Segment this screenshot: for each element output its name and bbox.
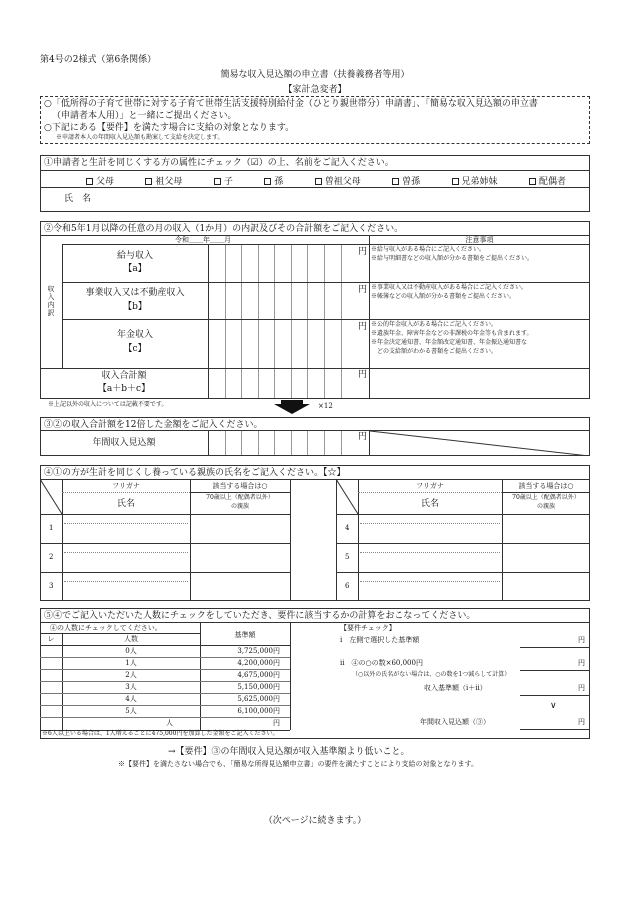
relative-name-field-5[interactable]: [359, 544, 501, 571]
annual-income-label: 年間収入見込額: [92, 438, 156, 448]
down-arrow-icon: [274, 404, 310, 414]
row-number: 1: [49, 524, 54, 532]
relation-options: [86, 174, 566, 187]
yen-unit: 円: [358, 247, 368, 257]
base-amount: 4,675,000円: [237, 671, 280, 679]
checkbox-icon[interactable]: [214, 178, 221, 185]
intro-line-1: ○「低所得の子育て世帯に対する子育て世帯生活支援特別給付金（ひとり親世帯分）申請書」、「簡易な収入見込額の申立書: [44, 99, 538, 109]
applicable-header: 該当する場合は○: [212, 482, 268, 490]
salary-income-field[interactable]: [209, 245, 357, 282]
option-himago[interactable]: 曽孫: [392, 174, 420, 187]
checkbox-icon[interactable]: [315, 178, 322, 185]
check-cell-2[interactable]: [41, 670, 61, 681]
people-count: 3人: [125, 683, 137, 691]
business-income-field[interactable]: [209, 283, 357, 319]
check-cell-5[interactable]: [41, 706, 61, 717]
furigana-header: フリガナ: [416, 482, 444, 490]
option-ko[interactable]: 子: [214, 174, 233, 187]
salary-note-2: ※給与明細書などの収入額が分かる書類をご提出ください。: [371, 255, 534, 262]
base-amount: 円: [273, 719, 280, 727]
pension-income-key: 【c】: [123, 344, 147, 354]
intro-line-2: （申請者本人用）」と一緒にご提出ください。: [52, 111, 237, 121]
yen-unit: 円: [358, 322, 368, 332]
pension-income-label: 年金収入: [116, 330, 153, 340]
checkbox-icon[interactable]: [529, 178, 536, 185]
check-title: 【要件チェック】: [340, 624, 396, 632]
checkbox-icon[interactable]: [86, 178, 93, 185]
yen-unit: 円: [358, 432, 368, 442]
option-mago[interactable]: 孫: [264, 174, 283, 187]
business-note-2: ※帳簿などの収入額が分かる書類をご提出ください。: [371, 293, 516, 300]
total-income-field[interactable]: [209, 369, 357, 398]
check-cell-4[interactable]: [41, 694, 61, 705]
row-number: 6: [345, 582, 350, 590]
base-amount: 6,100,000円: [237, 707, 280, 715]
base-total-label: 収入基準額（i＋ii）: [424, 684, 487, 692]
checkbox-icon[interactable]: [452, 178, 459, 185]
relative-name-field-2[interactable]: [63, 544, 189, 571]
pension-note-1: ※公的年金収入がある場合にご記入ください。: [371, 321, 498, 328]
check-cell-6[interactable]: [41, 718, 61, 729]
intro-note: ※申請者本人の年間収入見込額も勘案して支給を決定します。: [56, 134, 224, 141]
row-number: 4: [345, 524, 350, 532]
diagonal-strike: [336, 479, 358, 514]
base-column-header: 基準額: [234, 631, 256, 639]
total-income-key: 【a＋b＋c】: [97, 384, 151, 394]
name-field[interactable]: [120, 189, 588, 210]
annual-estimate-field[interactable]: [520, 716, 584, 728]
check-i-label: i 左側で選択した基準額: [340, 636, 420, 644]
applicable-header: 該当する場合は○: [518, 482, 574, 490]
salary-note-1: ※給与収入がある場合にご記入ください。: [371, 246, 486, 253]
option-sofubo[interactable]: 祖父母: [145, 174, 182, 187]
option-kyodai[interactable]: 兄弟姉妹: [452, 174, 498, 187]
base-amount: 3,725,000円: [237, 647, 280, 655]
section-4-heading: ④①の方が生計を同じくし養っている親族の氏名をご記入ください。【☆】: [44, 468, 346, 478]
base-amount: 5,150,000円: [237, 683, 280, 691]
pension-income-field[interactable]: [209, 320, 357, 368]
name-header: 氏名: [116, 499, 135, 509]
check-column-header: レ: [47, 635, 55, 643]
applicable-sub-1: 70歳以上（配偶者以外）: [206, 494, 274, 501]
section-2-heading: ②令和5年1月以降の任意の月の収入（1か月）の内訳及びその合計額をご記入ください。: [44, 224, 404, 234]
page-subtitle: 【家計急変者】: [283, 85, 347, 95]
intro-line-3: ○下記にある【要件】を満たす場合に支給の対象となります。: [44, 123, 295, 133]
people-count: 0人: [125, 647, 137, 655]
notes-header: 注意事項: [465, 236, 494, 244]
salary-income-label: 給与収入: [116, 251, 153, 261]
requirement: →【要件】③の年間収入見込額が収入基準額より低いこと。: [168, 747, 410, 757]
yen-unit: 円: [578, 636, 585, 644]
check-ii-field[interactable]: [520, 657, 584, 669]
option-haigusha[interactable]: 配偶者: [529, 174, 566, 187]
people-count: 4人: [125, 695, 137, 703]
income-breakdown-label: 収入内訳: [47, 285, 55, 318]
people-count: 5人: [125, 707, 137, 715]
annual-income-field[interactable]: [209, 431, 357, 455]
people-count: 1人: [125, 659, 137, 667]
base-amount: 4,200,000円: [237, 659, 280, 667]
table-note: ※6人以上いる場合は、1人増えるごとに475,000円を加算した金額をご記入ください。: [42, 730, 279, 737]
table-caption: ④の人数にチェックしてください。: [50, 624, 162, 632]
check-i-field[interactable]: [520, 634, 584, 646]
page-title: 簡易な収入見込額の申立書（扶養義務者等用）: [220, 70, 410, 80]
diagonal-strike: [370, 431, 589, 456]
row-number: 2: [49, 553, 54, 561]
form-number: 第4号の2様式（第6条関係）: [40, 55, 157, 65]
requirement-note: ※【要件】を満たさない場合でも、「簡易な所得見込額申立書」の要件を満たすことにより支給の対象となります。: [118, 760, 478, 768]
check-ii-note: （○以外の氏名がない場合は、○の数を1つ減らして計算）: [352, 671, 511, 678]
relative-name-field-6[interactable]: [359, 573, 501, 600]
pension-note-4: どの支給額がわかる書類をご提出ください。: [371, 348, 498, 355]
row-number: 3: [49, 582, 54, 590]
relative-name-field-3[interactable]: [63, 573, 189, 600]
business-income-key: 【b】: [123, 302, 147, 312]
pension-note-2: ※遺族年金、障害年金などの非課税の年金等も含まれます。: [371, 330, 533, 337]
people-count: 2人: [125, 671, 137, 679]
business-income-label: 事業収入又は不動産収入: [85, 288, 185, 298]
check-cell-3[interactable]: [41, 682, 61, 693]
checkbox-icon[interactable]: [264, 178, 271, 185]
applicable-sub-1: 70歳以上（配偶者以外）: [512, 494, 580, 501]
furigana-header: フリガナ: [112, 482, 140, 490]
option-sousofubo[interactable]: 曽祖父母: [315, 174, 361, 187]
pension-note-3: ※年金決定通知書、年金額改定通知書、年金振込通知書な: [371, 339, 528, 346]
yen-unit: 円: [578, 718, 585, 726]
check-cell-0[interactable]: [41, 646, 61, 657]
checkbox-icon[interactable]: [392, 178, 399, 185]
diagonal-strike: [40, 479, 62, 514]
yen-unit: 円: [578, 684, 585, 692]
base-amount: 5,625,000円: [237, 695, 280, 703]
relative-name-field-4[interactable]: [359, 515, 501, 542]
business-note-1: ※事業収入又は不動産収入がある場合にご記入ください。: [371, 284, 528, 291]
section-1-heading: ①申請者と生計を同じくする方の属性にチェック（☑）の上、名前をご記入ください。: [44, 158, 394, 168]
section-3-heading: ③②の収入合計額を12倍した金額をご記入ください。: [44, 420, 263, 430]
section-2-footnote: ※上記以外の収入については記載不要です。: [48, 401, 168, 408]
people-column-header: 人数: [124, 635, 138, 643]
yen-unit: 円: [578, 659, 585, 667]
yen-unit: 円: [358, 370, 368, 380]
section-5-heading: ⑤④でご記入いただいた人数にチェックをしていただき、要件に該当するかの計算をおこなってください。: [44, 611, 476, 621]
people-count: 人: [166, 719, 173, 727]
base-total-field[interactable]: [520, 682, 584, 694]
row-number: 5: [345, 553, 350, 561]
applicable-sub-2: の親族: [536, 503, 555, 510]
option-fubo[interactable]: 父母: [86, 174, 114, 187]
name-header: 氏名: [420, 499, 439, 509]
date-label: 令和＿＿年＿＿月: [175, 236, 231, 244]
name-label: 氏 名: [64, 194, 92, 204]
less-than-symbol: ∨: [550, 701, 557, 711]
base-amount-table: [40, 622, 290, 730]
relatives-table-left: [40, 479, 290, 601]
salary-income-key: 【a】: [123, 264, 147, 274]
checkbox-icon[interactable]: [145, 178, 152, 185]
check-cell-1[interactable]: [41, 658, 61, 669]
multiplier-label: ×12: [318, 402, 333, 410]
relatives-table-right: [336, 479, 590, 601]
yen-unit: 円: [358, 285, 368, 295]
check-ii-label: ii ④の○の数×60,000円: [340, 659, 423, 667]
total-income-label: 収入合計額: [101, 371, 147, 381]
continued-note: （次ページに続きます。）: [263, 816, 367, 826]
applicable-sub-2: の親族: [230, 503, 249, 510]
annual-estimate-label: 年間収入見込額（③）: [420, 718, 490, 726]
relative-name-field-1[interactable]: [63, 515, 189, 542]
